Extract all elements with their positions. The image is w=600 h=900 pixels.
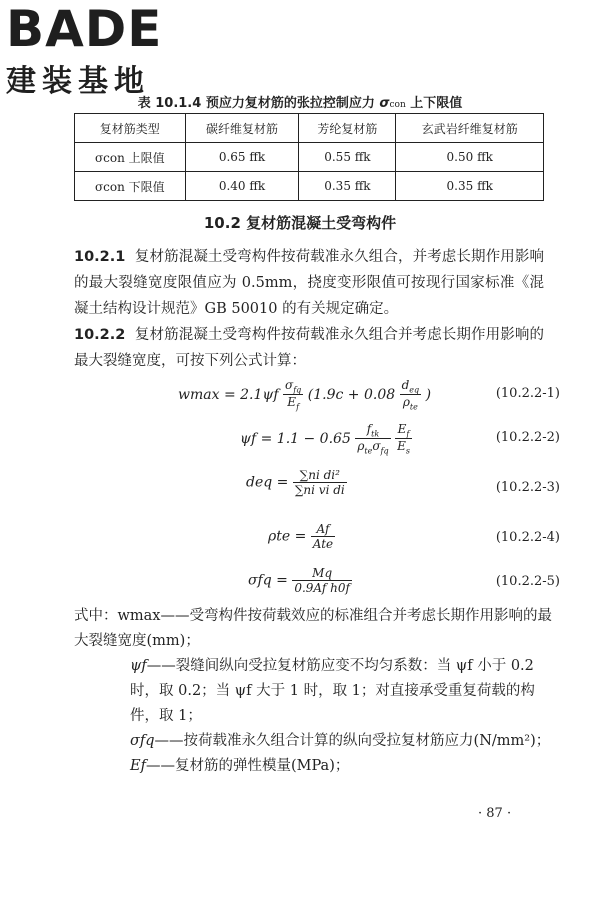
row-label: σcon 上限值 (75, 143, 186, 172)
fraction (293, 468, 347, 497)
definition-row (74, 729, 554, 754)
page-number: · 87 · (478, 806, 512, 821)
fraction: $\frac{d_{eq}}{\rho_{te}}$ (401, 378, 420, 412)
table-row (75, 172, 544, 201)
fraction-numerator: ∑ni di² (293, 468, 347, 483)
formula-lhs: wmax = 2.1ψf (178, 386, 279, 403)
definition-symbol: 式中：wmax (74, 608, 161, 624)
clause-number: 10.2.1 (74, 249, 126, 265)
header-cell: 玄武岩纤维复材筋 (396, 114, 544, 143)
formula-lhs: ψf = 1.1 − 0.65 (240, 430, 351, 447)
section-title: 10.2 复材筋混凝土受弯构件 (203, 214, 397, 232)
fraction-numerator: Af (311, 522, 335, 537)
symbol-definitions (74, 604, 554, 779)
clause-number: 10.2.2 (74, 327, 126, 343)
formula-lhs: σfq = (248, 572, 288, 589)
definition-text: ——裂缝间纵向受拉复材筋应变不均匀系数：当 ψf 小于 0.2 时，取 0.2；当 ψf 大于 1 时，取 1；对直接承受重复荷载的构件，取 1； (130, 658, 535, 724)
caption-symbol: σ (379, 96, 390, 111)
limits-table (74, 113, 544, 201)
table-cell: 0.35 ffk (299, 172, 396, 201)
formula-lhs: deq = (246, 474, 289, 491)
fraction-denominator: Ate (312, 537, 334, 551)
table-cell: 0.65 ffk (185, 143, 299, 172)
equation-number: (10.2.2-1) (495, 386, 560, 401)
fraction: $\frac{E_f}{E_s}$ (397, 422, 410, 456)
formula-10-2-2-3 (246, 468, 560, 516)
table-cell: 0.55 ffk (299, 143, 396, 172)
fraction (292, 566, 352, 595)
caption-suffix: 上下限值 (410, 96, 463, 111)
formula-10-2-2-1 (178, 378, 560, 420)
table-row (75, 143, 544, 172)
definition-text: ——按荷载准永久组合计算的纵向受拉复材筋应力(N/mm²)； (154, 733, 551, 749)
caption-prefix: 表 10.1.4 预应力复材筋的张拉控制应力 (137, 96, 375, 111)
table-cell: 0.35 ffk (396, 172, 544, 201)
definition-symbol: Ef (130, 758, 146, 774)
equation-number: (10.2.2-5) (495, 574, 560, 589)
definition-row (74, 604, 554, 654)
table-header-row (75, 114, 544, 143)
logo-brand: BADE (6, 0, 163, 58)
table-cell: 0.40 ffk (185, 172, 299, 201)
formula-10-2-2-2 (240, 422, 560, 462)
fraction-numerator: Mq (292, 566, 352, 581)
header-cell: 碳纤维复材筋 (185, 114, 299, 143)
formula-mid: (1.9c + 0.08 (307, 386, 396, 403)
definition-row (74, 654, 554, 729)
fraction-denominator: 0.9Af h0f (294, 581, 350, 595)
formula-10-2-2-5 (248, 566, 560, 606)
formula-10-2-2-4 (268, 522, 560, 562)
brand-logo (6, 0, 176, 100)
fraction: $\frac{\sigma_{fq}}{E_f}$ (285, 378, 302, 412)
clause-text: 复材筋混凝土受弯构件按荷载准永久组合，并考虑长期作用影响的最大裂缝宽度限值应为 0.5mm，挠度变形限值可按现行国家标准《混凝土结构设计规范》GB 50010 的有关规定确定。 (74, 249, 545, 317)
formula-end: ) (425, 386, 432, 403)
definition-text: ——复材筋的弹性模量(MPa)； (145, 758, 350, 774)
definition-text: ——受弯构件按荷载效应的标准组合并考虑长期作用影响的最大裂缝宽度(mm)； (74, 608, 552, 649)
clause-text: 复材筋混凝土受弯构件按荷载准永久组合并考虑长期作用影响的最大裂缝宽度，可按下列公式计算： (74, 327, 545, 369)
table-caption (0, 92, 600, 111)
logo-subtitle: 建装基地 (6, 64, 150, 99)
header-cell: 复材筋类型 (75, 114, 186, 143)
table-cell: 0.50 ffk (396, 143, 544, 172)
fraction: $\frac{f_{tk}}{\rho_{te}\sigma_{fq}}$ (357, 422, 389, 456)
equation-number: (10.2.2-2) (495, 430, 560, 445)
equation-number: (10.2.2-3) (495, 480, 560, 495)
formula-lhs: ρte = (268, 528, 307, 545)
header-cell: 芳纶复材筋 (299, 114, 396, 143)
caption-symbol-sub: con (389, 100, 406, 110)
definition-row (74, 754, 554, 779)
definition-symbol: ψf (130, 658, 147, 674)
clause-10-2-2 (74, 322, 544, 374)
fraction-denominator: ∑ni vi di (294, 483, 345, 497)
definition-symbol: σfq (130, 733, 155, 749)
clause-10-2-1 (74, 244, 544, 322)
equation-number: (10.2.2-4) (495, 530, 560, 545)
row-label: σcon 下限值 (75, 172, 186, 201)
fraction (311, 522, 335, 551)
